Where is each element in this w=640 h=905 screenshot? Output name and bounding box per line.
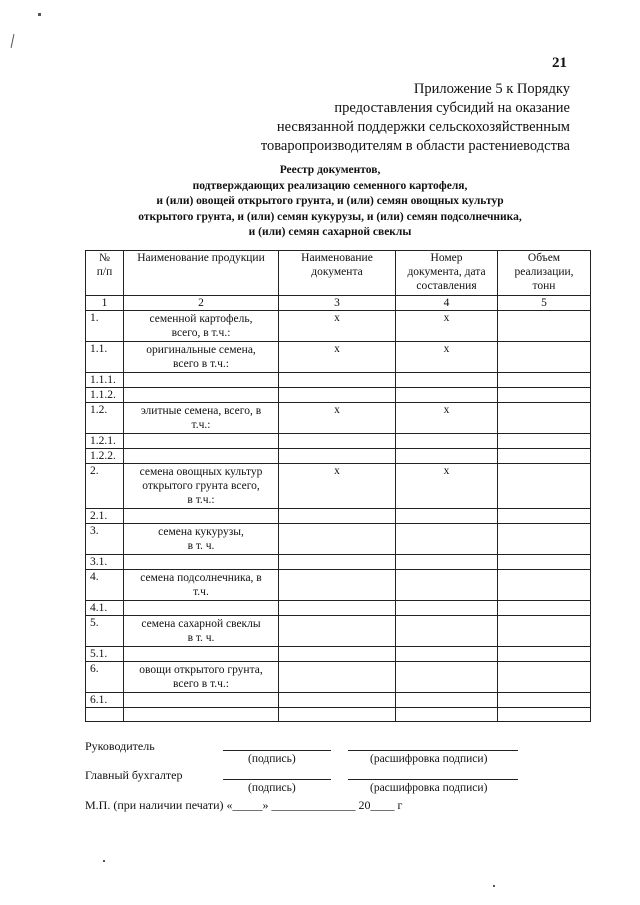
document-date-cell (396, 601, 498, 616)
document-date-cell (396, 662, 498, 693)
row-number-cell: 1.2. (86, 403, 124, 434)
table-row (86, 403, 591, 434)
volume-cell (498, 555, 591, 570)
numbering-cell: 1 (86, 296, 124, 311)
document-title (100, 163, 560, 241)
table-row (86, 449, 591, 464)
header-cell-document: Наименование документа (279, 251, 396, 296)
volume-cell (498, 647, 591, 662)
header-row (86, 251, 591, 296)
accountant-decoding-line (348, 779, 518, 780)
product-name-cell (124, 434, 279, 449)
product-name-line: овощи открытого грунта, (139, 664, 263, 676)
scan-speck (493, 885, 495, 887)
row-number-cell: 6.1. (86, 693, 124, 708)
appendix-line: товаропроизводителям в области растениеводства (260, 138, 570, 154)
document-date-cell: x (396, 311, 498, 342)
product-name-line: открытого грунта всего, (142, 480, 260, 492)
product-name-line: семена кукурузы, (158, 526, 244, 538)
product-name-line: в т. ч. (187, 540, 215, 552)
volume-cell (498, 403, 591, 434)
document-date-cell (396, 509, 498, 524)
row-number-cell: 1.1. (86, 342, 124, 373)
head-label: Руководитель (85, 739, 155, 753)
document-date-cell (396, 524, 498, 555)
volume-cell (498, 570, 591, 601)
row-number-cell: 1.2.1. (86, 434, 124, 449)
volume-cell (498, 509, 591, 524)
table-row (86, 570, 591, 601)
table-row (86, 388, 591, 403)
scan-mark (11, 34, 15, 48)
product-name-cell (124, 616, 279, 647)
page-number: 21 (552, 55, 567, 71)
product-name-cell (124, 662, 279, 693)
accountant-signature-caption: (подпись) (248, 782, 296, 794)
document-name-cell (279, 509, 396, 524)
volume-cell (498, 373, 591, 388)
table-row (86, 509, 591, 524)
product-name-line: всего в т.ч.: (173, 678, 229, 690)
document-date-cell (396, 647, 498, 662)
header-cell-date: Номер документа, дата составления (396, 251, 498, 296)
numbering-cell: 5 (498, 296, 591, 311)
product-name-line: семена сахарной свеклы (141, 618, 261, 630)
volume-cell (498, 388, 591, 403)
document-name-cell: x (279, 342, 396, 373)
product-name-cell (124, 464, 279, 509)
volume-cell (498, 342, 591, 373)
row-number-cell: 3. (86, 524, 124, 555)
product-name-line: семена овощных культур (139, 466, 263, 478)
document-name-cell (279, 555, 396, 570)
table-row (86, 693, 591, 708)
head-signature-caption: (подпись) (248, 753, 296, 765)
row-number-cell: 1.1.2. (86, 388, 124, 403)
head-decoding-line (348, 750, 518, 751)
table-row (86, 524, 591, 555)
product-name-cell (124, 524, 279, 555)
product-name-cell (124, 693, 279, 708)
document-name-cell: x (279, 464, 396, 509)
volume-cell (498, 693, 591, 708)
product-name-line: т.ч.: (191, 419, 211, 431)
product-name-line: семенной картофель, (149, 313, 253, 325)
appendix-line: предоставления субсидий на оказание (334, 100, 570, 116)
document-name-cell (279, 449, 396, 464)
volume-cell (498, 524, 591, 555)
table-row (86, 616, 591, 647)
table-row (86, 601, 591, 616)
product-name-cell (124, 449, 279, 464)
table-row (86, 342, 591, 373)
appendix-line: Приложение 5 к Порядку (413, 81, 570, 97)
document-date-cell (396, 434, 498, 449)
document-date-cell: x (396, 342, 498, 373)
document-name-cell: x (279, 311, 396, 342)
accountant-decoding-caption: (расшифровка подписи) (370, 782, 488, 794)
document-date-cell (396, 693, 498, 708)
document-name-cell (279, 570, 396, 601)
document-date-cell: x (396, 464, 498, 509)
document-name-cell (279, 601, 396, 616)
product-name-line: в т. ч. (187, 632, 215, 644)
product-name-line: т.ч. (193, 586, 209, 598)
accountant-signature-line (223, 779, 331, 780)
product-name-line: элитные семена, всего, в (140, 405, 262, 417)
row-number-cell: 2.1. (86, 509, 124, 524)
volume-cell (498, 616, 591, 647)
volume-cell (498, 449, 591, 464)
volume-cell (498, 311, 591, 342)
document-date-cell (396, 708, 498, 722)
row-number-cell (86, 708, 124, 722)
title-line: и (или) семян сахарной свеклы (248, 226, 412, 238)
document-name-cell (279, 662, 396, 693)
volume-cell (498, 601, 591, 616)
volume-cell (498, 662, 591, 693)
document-name-cell (279, 693, 396, 708)
row-number-cell: 5.1. (86, 647, 124, 662)
row-number-cell: 1. (86, 311, 124, 342)
row-number-cell: 2. (86, 464, 124, 509)
stamp-date-line: М.П. (при наличии печати) «_____» ______________ 20____ г (85, 798, 403, 812)
title-line: подтверждающих реализацию семенного картофеля, (192, 179, 468, 192)
table-row (86, 555, 591, 570)
head-signature-line (223, 750, 331, 751)
volume-cell (498, 434, 591, 449)
product-name-line: оригинальные семена, (146, 344, 256, 356)
volume-cell (498, 708, 591, 722)
product-name-cell (124, 403, 279, 434)
row-number-cell: 1.1.1. (86, 373, 124, 388)
product-name-cell (124, 311, 279, 342)
row-number-cell: 1.2.2. (86, 449, 124, 464)
table-row (86, 647, 591, 662)
product-name-cell (124, 388, 279, 403)
product-name-cell (124, 342, 279, 373)
product-name-cell (124, 647, 279, 662)
numbering-row (86, 296, 591, 311)
row-number-cell: 5. (86, 616, 124, 647)
numbering-cell: 4 (396, 296, 498, 311)
table-row (86, 373, 591, 388)
product-name-cell (124, 373, 279, 388)
appendix-reference (261, 80, 570, 156)
registry-body (86, 311, 591, 722)
head-decoding-caption: (расшифровка подписи) (370, 753, 488, 765)
document-name-cell (279, 388, 396, 403)
table-row (86, 708, 591, 722)
document-name-cell (279, 647, 396, 662)
document-name-cell: x (279, 403, 396, 434)
title-line: и (или) овощей открытого грунта, и (или) семян овощных культур (156, 195, 504, 207)
product-name-cell (124, 570, 279, 601)
title-line: Реестр документов, (279, 164, 381, 176)
table-row (86, 311, 591, 342)
row-number-cell: 4.1. (86, 601, 124, 616)
product-name-cell (124, 555, 279, 570)
row-number-cell: 3.1. (86, 555, 124, 570)
product-name-cell (124, 509, 279, 524)
document-name-cell (279, 524, 396, 555)
product-name-line: всего в т.ч.: (173, 358, 229, 370)
appendix-line: несвязанной поддержки сельскохозяйственным (276, 119, 570, 135)
product-name-cell (124, 708, 279, 722)
scan-speck (103, 860, 105, 862)
product-name-line: семена подсолнечника, в (140, 572, 262, 584)
product-name-cell (124, 601, 279, 616)
document-date-cell (396, 388, 498, 403)
table-row (86, 434, 591, 449)
table-row (86, 464, 591, 509)
document-name-cell (279, 434, 396, 449)
numbering-cell: 3 (279, 296, 396, 311)
title-line: открытого грунта, и (или) семян кукурузы, и (или) семян подсолнечника, (138, 210, 522, 223)
document-name-cell (279, 373, 396, 388)
product-name-line: всего, в т.ч.: (171, 327, 231, 339)
header-cell-volume: Объем реализации, тонн (498, 251, 591, 296)
document-name-cell (279, 708, 396, 722)
table-row (86, 662, 591, 693)
product-name-line: в т.ч.: (187, 494, 215, 506)
header-cell-number: № п/п (86, 251, 124, 296)
document-date-cell (396, 373, 498, 388)
row-number-cell: 4. (86, 570, 124, 601)
scan-speck (38, 13, 41, 16)
volume-cell (498, 464, 591, 509)
row-number-cell: 6. (86, 662, 124, 693)
document-date-cell: x (396, 403, 498, 434)
document-name-cell (279, 616, 396, 647)
header-cell-product: Наименование продукции (124, 251, 279, 296)
document-date-cell (396, 555, 498, 570)
accountant-label: Главный бухгалтер (85, 768, 183, 782)
document-date-cell (396, 616, 498, 647)
document-date-cell (396, 570, 498, 601)
document-date-cell (396, 449, 498, 464)
registry-table (85, 250, 591, 722)
numbering-cell: 2 (124, 296, 279, 311)
